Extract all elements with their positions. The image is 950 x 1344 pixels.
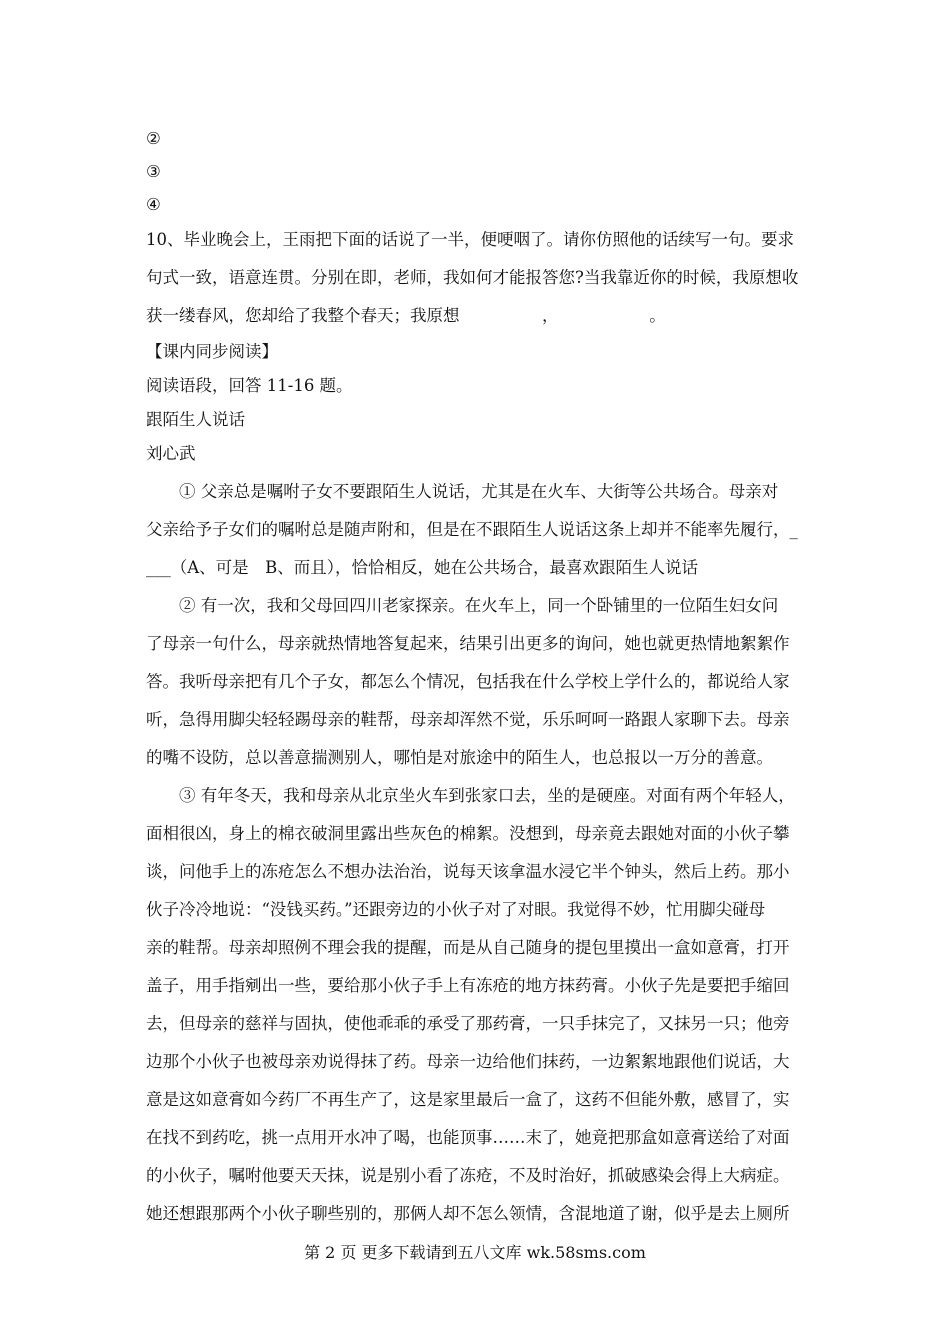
paragraph-line: 的小伙子，嘱咐他要天天抹，说是别小看了冻疮，不及时治好，抓破感染会得上大病症。	[146, 1166, 790, 1185]
paragraph-line: ___（A、可是 B、而且），恰恰相反，她在公共场合，最喜欢跟陌生人说话	[146, 558, 699, 577]
paragraph-line: 了母亲一句什么，母亲就热情地答复起来，结果引出更多的询问，她也就更热情地絮絮作	[146, 634, 790, 653]
question-10-line-2: 句式一致，语意连贯。分别在即，老师，我如何才能报答您?当我靠近你的时候，我原想收	[146, 268, 799, 287]
paragraph-line: 面相很凶，身上的棉衣破洞里露出些灰色的棉絮。没想到，母亲竟去跟她对面的小伙子攀	[146, 824, 790, 843]
question-10-line-1: 10、毕业晚会上，王雨把下面的话说了一半，便哽咽了。请你仿照他的话续写一句。要求	[146, 230, 794, 249]
paragraph-line: 意是这如意膏如今药厂不再生产了，这是家里最后一盒了，这药不但能外敷，感冒了，实	[146, 1090, 790, 1109]
paragraph-line: ② 有一次，我和父母回四川老家探亲。在火车上，同一个卧铺里的一位陌生妇女问	[146, 596, 779, 615]
answer-line-4: ④	[146, 195, 161, 214]
paragraph-line: ③ 有年冬天，我和母亲从北京坐火车到张家口去，坐的是硬座。对面有两个年轻人，	[146, 786, 795, 805]
paragraph-line: 去，但母亲的慈祥与固执，使他乖乖的承受了那药膏，一只手抹完了，又抹另一只；他旁	[146, 1014, 790, 1033]
section-heading: 【课内同步阅读】	[146, 342, 278, 361]
paragraph-line: 她还想跟那两个小伙子聊些别的，那俩人却不怎么领情，含混地道了谢，似乎是去上厕所	[146, 1204, 790, 1223]
reading-instruction: 阅读语段，回答 11-16 题。	[146, 376, 353, 395]
paragraph-line: 在找不到药吃，挑一点用开水冲了喝，也能顶事……末了，她竟把那盒如意膏送给了对面	[146, 1128, 790, 1147]
paragraph-line: 谈，问他手上的冻疮怎么不想办法治治，说每天该拿温水浸它半个钟头，然后上药。那小	[146, 862, 790, 881]
paragraph-line: 亲的鞋帮。母亲却照例不理会我的提醒，而是从自己随身的提包里摸出一盒如意膏，打开	[146, 938, 790, 957]
paragraph-line: 听，急得用脚尖轻轻踢母亲的鞋帮，母亲却浑然不觉，乐乐呵呵一路跟人家聊下去。母亲	[146, 710, 790, 729]
article-author: 刘心武	[146, 444, 196, 463]
paragraph-line: 的嘴不设防，总以善意揣测别人，哪怕是对旅途中的陌生人，也总报以一万分的善意。	[146, 748, 773, 767]
page-footer: 第 2 页 更多下载请到五八文库 wk.58sms.com	[304, 1243, 646, 1262]
paragraph-line: 父亲给予子女们的嘱咐总是随声附和，但是在不跟陌生人说话这条上却并不能率先履行，_	[146, 520, 798, 539]
page-content	[146, 122, 810, 1233]
paragraph-line: ① 父亲总是嘱咐子女不要跟陌生人说话，尤其是在火车、大街等公共场合。母亲对	[146, 482, 779, 501]
paragraph-line: 伙子冷冷地说：“没钱买药。”还跟旁边的小伙子对了对眼。我觉得不妙，忙用脚尖碰母	[146, 900, 766, 919]
article-title: 跟陌生人说话	[146, 410, 245, 429]
question-10-line-3: 获一缕春风，您却给了我整个春天；我原想 ， 。	[146, 306, 666, 325]
paragraph-line: 边那个小伙子也被母亲劝说得抹了药。母亲一边给他们抹药，一边絮絮地跟他们说话，大	[146, 1052, 790, 1071]
paragraph-line: 答。我听母亲把有几个子女，都怎么个情况，包括我在什么学校上学什么的，都说给人家	[146, 672, 790, 691]
paragraph-line: 盖子，用手指剜出一些，要给那小伙子手上有冻疮的地方抹药膏。小伙子先是要把手缩回	[146, 976, 790, 995]
answer-line-2: ②	[146, 129, 161, 148]
answer-line-3: ③	[146, 162, 161, 181]
